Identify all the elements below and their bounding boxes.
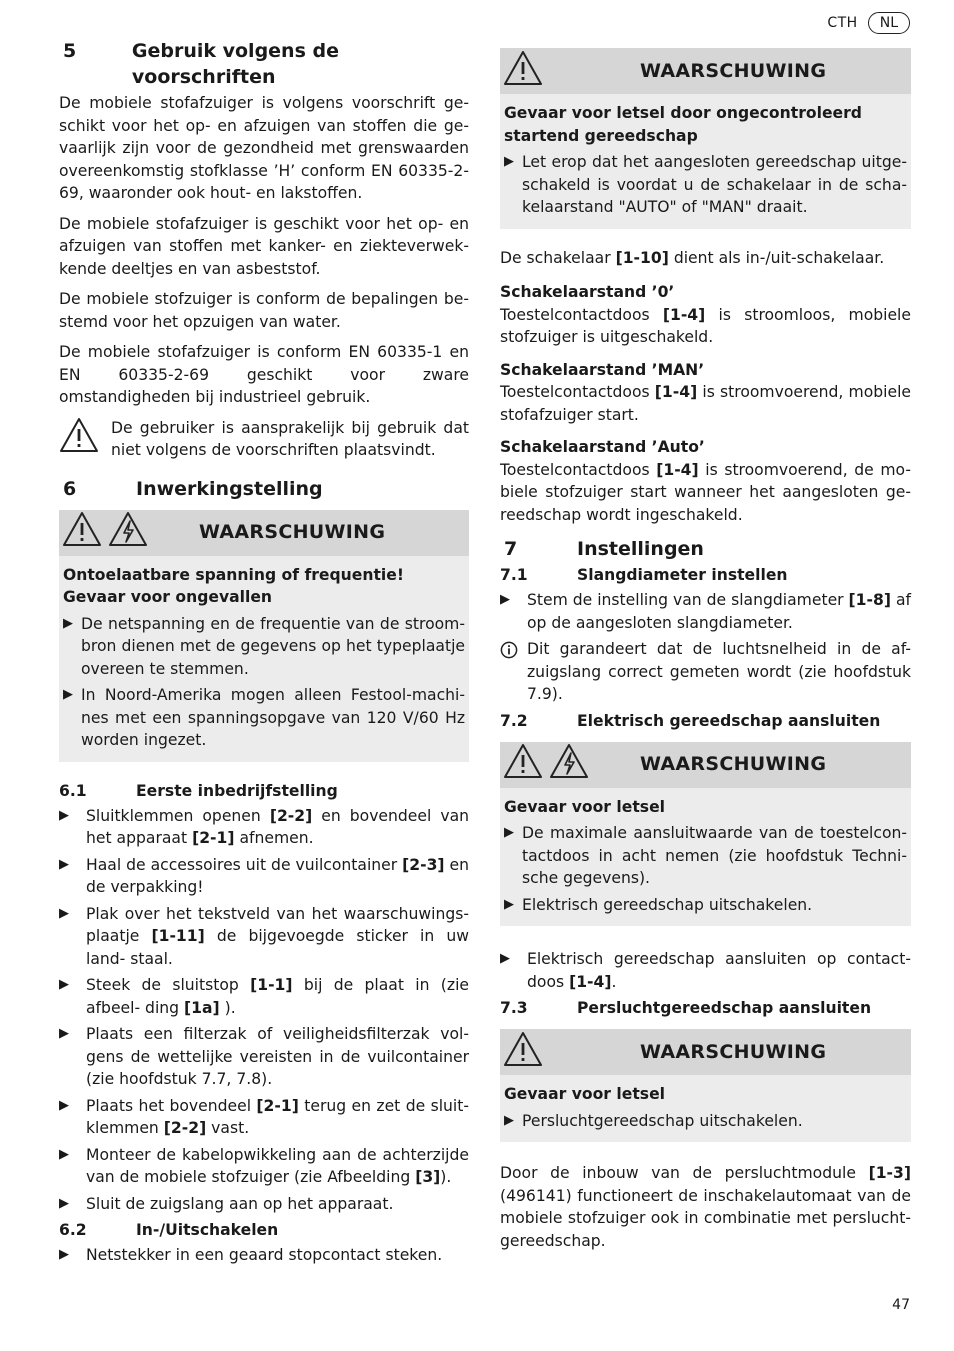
bullet-arrow-icon: ▶ [59, 807, 69, 823]
bullet-arrow-icon: ▶ [504, 154, 514, 169]
list-item: ▶ Plaats het bovendeel [2-1] terug en zet de sluit- klemmen [2-2] vast. [59, 1095, 469, 1140]
bullet-arrow-icon: ▶ [59, 1195, 69, 1211]
language-badge: NL [868, 12, 910, 34]
liability-note: De gebruiker is aansprakelijk bij gebruik dat niet volgens de voorschriften plaatsvindt. [59, 417, 469, 462]
warning-box [500, 1029, 911, 1142]
warning-title: WAARSCHUWING [199, 521, 386, 544]
switch-position-heading: Schakelaarstand ’0’ [500, 283, 675, 301]
bullet-arrow-icon: ▶ [59, 856, 69, 872]
list-item: ▶ Plak over het tekstveld van het waarschuwings- plaatje [1-11] de bijgevoegde sticker in uw land- staal. [59, 903, 469, 971]
list-item: ▶ Plaats een filterzak of veiligheidsfilterzak vol- gens de wettelijke vereisten in de vuilcontainer (zie hoofdstuk 7.7, 7.8). [59, 1023, 469, 1091]
section-7-2-heading: 7.2 Elektrisch gereedschap aansluiten [500, 711, 881, 730]
warning-box [59, 510, 469, 762]
paragraph: De schakelaar [1-10] dient als in-/uit-schakelaar. [500, 248, 885, 267]
warning-header [59, 510, 469, 556]
warning-title: WAARSCHUWING [640, 753, 827, 776]
bullet-arrow-icon: ▶ [500, 592, 510, 607]
paragraph: Toestelcontactdoos [1-4] is stroomvoerend, de mo- biele stofzuiger start wanneer het aangesloten ge- reedschap wordt ingeschakeld. [500, 460, 911, 524]
bullet-arrow-icon: ▶ [59, 1247, 69, 1262]
bullet-arrow-icon: ▶ [59, 1146, 69, 1162]
list-item: ▶ Haal de accessoires uit de vuilcontainer [2-3] en de verpakking! [59, 854, 469, 899]
electric-hazard-icon [549, 743, 589, 786]
warning-header [500, 48, 911, 94]
bullet-arrow-icon: ▶ [59, 905, 69, 921]
info-note: Dit garandeert dat de luchtsnelheid in de af- zuigslang correct gemeten wordt (zie hoofdstuk 7.9). [500, 638, 911, 706]
warning-subheading: Gevaar voor letsel door ongecontroleerd startend gereedschap [504, 104, 862, 145]
bullet-arrow-icon: ▶ [59, 1026, 69, 1041]
list-item: ▶ Netstekker in een geaard stopcontact steken. [59, 1244, 469, 1267]
bullet-arrow-icon: ▶ [59, 1097, 69, 1113]
warning-title: WAARSCHUWING [640, 1040, 827, 1063]
warning-subheading: Ontoelaatbare spanning of frequentie! [63, 565, 404, 584]
electric-hazard-icon [108, 511, 148, 554]
bullet-arrow-icon: ▶ [504, 1112, 514, 1128]
list-item: ▶ Stem de instelling van de slangdiameter [1-8] af op de aangesloten slangdiameter. [500, 589, 911, 634]
warning-subheading: Gevaar voor ongevallen [63, 588, 273, 606]
list-item: ▶ Monteer de kabelopwikkeling aan de achterzijde van de mobiele stofzuiger (zie Afbeelding [3]). [59, 1144, 469, 1189]
right-column [500, 48, 911, 1260]
bullet-arrow-icon: ▶ [500, 951, 510, 966]
list-item: ▶ Sluit de zuigslang aan op het apparaat. [59, 1193, 469, 1216]
warning-title: WAARSCHUWING [640, 59, 827, 82]
section-6-1-heading: 6.1 Eerste inbedrijfstelling [59, 781, 338, 800]
warning-subheading: Gevaar voor letsel [504, 1085, 665, 1103]
warning-triangle-icon [59, 417, 111, 462]
left-column [59, 38, 469, 1271]
page-number: 47 [892, 1297, 910, 1313]
list-item: ▶ Elektrisch gereedschap aansluiten op contact- doos [1-4]. [500, 948, 911, 993]
warning-header [500, 742, 911, 788]
section-7-3-heading: 7.3 Persluchtgereedschap aansluiten [500, 999, 872, 1017]
section-7-1-heading: 7.1 Slangdiameter instellen [500, 566, 788, 584]
section-5-heading: 5 Gebruik volgens de voorschriften [63, 40, 339, 88]
switch-position-heading: Schakelaarstand ’Auto’ [500, 438, 705, 456]
bullet-arrow-icon: ▶ [63, 687, 73, 702]
warning-triangle-icon [62, 511, 102, 554]
paragraph: De mobiele stofafzuiger is geschikt voor het op- en afzuigen van stoffen met kanker- en ziekteverwek- kende deeltjes en van asbeststof. [59, 214, 469, 278]
paragraph: De mobiele stofafzuiger is volgens voorschrift ge- schikt voor het op- en afzuigen van stoffen die ge- vaarlijk zijn voor de gezondheid met grenswaarden overeenkomstig stofklasse ’H’ conform EN 60335-2- 69, waaronder ook hout- en lakstoffen. [59, 94, 469, 202]
list-item: ▶ Elektrisch gereedschap uitschakelen. [504, 894, 907, 917]
section-7-heading: 7 Instellingen [504, 538, 704, 560]
list-item: ▶ In Noord-Amerika mogen alleen Festool-machi- nes met een spanningsopgave van 120 V/60 Hz worden ingezet. [63, 684, 465, 752]
warning-triangle-icon [503, 743, 543, 786]
paragraph: Toestelcontactdoos [1-4] is stroomloos, mobiele stofzuiger is uitgeschakeld. [500, 305, 911, 346]
warning-header [500, 1029, 911, 1075]
list-item: ▶ Let erop dat het aangesloten gereedschap uitge- schakeld is voordat u de schakelaar in de scha- kelaarstand "AUTO" of "MAN" draait. [504, 151, 907, 219]
paragraph: De mobiele stofzuiger is conform de bepalingen be- stemd voor het opzuigen van water. [59, 290, 469, 331]
list-item: ▶ De maximale aansluitwaarde van de toestelcon- tactdoos in acht nemen (zie hoofdstuk Techni- sche gegevens). [504, 822, 907, 890]
paragraph: Toestelcontactdoos [1-4] is stroomvoerend, mobiele stofafzuiger start. [500, 383, 911, 424]
page-header [827, 12, 910, 34]
bullet-arrow-icon: ▶ [504, 825, 514, 840]
list-item: ▶ Persluchtgereedschap uitschakelen. [504, 1110, 907, 1133]
paragraph: Door de inbouw van de persluchtmodule [1-3] (496141) functioneert de inschakelautomaat van de mobiele stofzuiger ook in combinatie met perslucht- gereedschap. [500, 1164, 911, 1250]
section-6-2-heading: 6.2 In-/Uitschakelen [59, 1221, 279, 1239]
warning-box [500, 48, 911, 229]
bullet-arrow-icon: ▶ [59, 977, 69, 992]
paragraph: De mobiele stofafzuiger is conform EN 60335-1 en EN 60335-2-69 geschikt voor zware omstandigheden bij industrieel gebruik. [59, 343, 469, 406]
warning-box [500, 742, 911, 927]
switch-position-heading: Schakelaarstand ’MAN’ [500, 360, 705, 379]
warning-subheading: Gevaar voor letsel [504, 797, 665, 816]
list-item: ▶ Sluitklemmen openen [2-2] en bovendeel van het apparaat [2-1] afnemen. [59, 805, 469, 850]
info-icon [500, 638, 527, 706]
warning-triangle-icon [503, 1031, 543, 1074]
list-item: ▶ De netspanning en de frequentie van de stroom- bron dienen met de gegevens op het typeplaatje overeen te stemmen. [63, 613, 465, 681]
list-item: ▶ Steek de sluitstop [1-1] bij de plaat in (zie afbeel- ding [1a] ). [59, 974, 469, 1019]
section-6-heading: 6 Inwerkingstelling [63, 477, 323, 500]
bullet-arrow-icon: ▶ [504, 896, 514, 912]
warning-triangle-icon [503, 50, 543, 93]
model-name: CTH [827, 15, 858, 31]
bullet-arrow-icon: ▶ [63, 615, 73, 631]
